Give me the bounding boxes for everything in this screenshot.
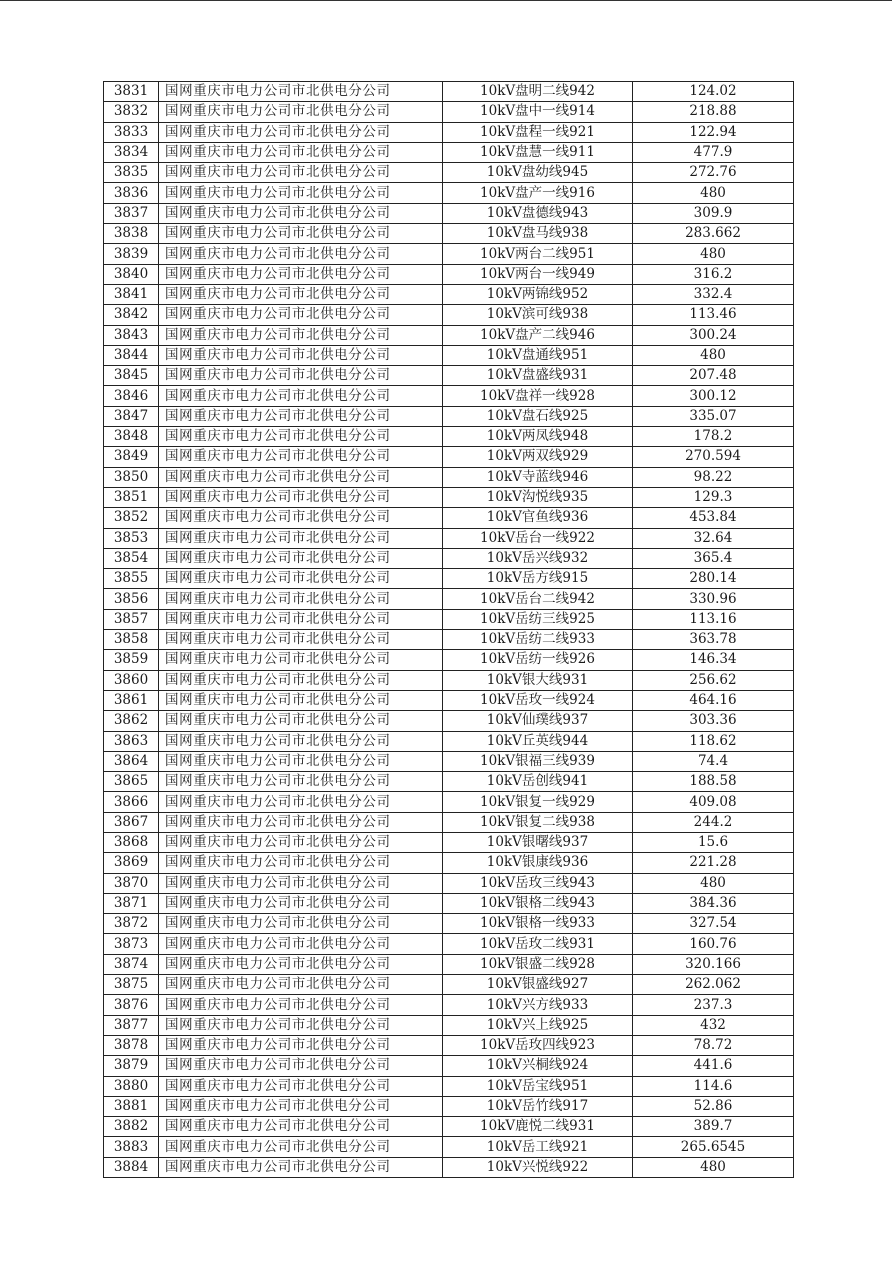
- row-number-cell: 3863: [104, 731, 159, 751]
- table-row: [104, 792, 794, 812]
- row-number-cell: 3869: [104, 853, 159, 873]
- value-cell: 283.662: [633, 224, 794, 244]
- company-cell: 国网重庆市电力公司市北供电分公司: [159, 284, 443, 304]
- line-name-cell: 10kV银复二线938: [443, 812, 633, 832]
- line-name-cell: 10kV银大线931: [443, 670, 633, 690]
- company-cell: 国网重庆市电力公司市北供电分公司: [159, 670, 443, 690]
- value-cell: 272.76: [633, 163, 794, 183]
- row-number-cell: 3874: [104, 954, 159, 974]
- company-cell: 国网重庆市电力公司市北供电分公司: [159, 772, 443, 792]
- row-number-cell: 3837: [104, 203, 159, 223]
- value-cell: 384.36: [633, 893, 794, 913]
- line-name-cell: 10kV滨可线938: [443, 305, 633, 325]
- row-number-cell: 3835: [104, 163, 159, 183]
- company-cell: 国网重庆市电力公司市北供电分公司: [159, 914, 443, 934]
- table-row: [104, 1096, 794, 1116]
- table-row: [104, 975, 794, 995]
- value-cell: 129.3: [633, 487, 794, 507]
- value-cell: 332.4: [633, 284, 794, 304]
- line-name-cell: 10kV官鱼线936: [443, 508, 633, 528]
- company-cell: 国网重庆市电力公司市北供电分公司: [159, 1117, 443, 1137]
- value-cell: 178.2: [633, 427, 794, 447]
- company-cell: 国网重庆市电力公司市北供电分公司: [159, 406, 443, 426]
- table-row: [104, 325, 794, 345]
- value-cell: 237.3: [633, 995, 794, 1015]
- row-number-cell: 3868: [104, 832, 159, 852]
- value-cell: 146.34: [633, 650, 794, 670]
- line-name-cell: 10kV银盛二线928: [443, 954, 633, 974]
- line-name-cell: 10kV岳玫一线924: [443, 690, 633, 710]
- company-cell: 国网重庆市电力公司市北供电分公司: [159, 183, 443, 203]
- value-cell: 98.22: [633, 467, 794, 487]
- row-number-cell: 3843: [104, 325, 159, 345]
- company-cell: 国网重庆市电力公司市北供电分公司: [159, 690, 443, 710]
- table-row: [104, 934, 794, 954]
- value-cell: 480: [633, 873, 794, 893]
- table-row: [104, 954, 794, 974]
- row-number-cell: 3855: [104, 569, 159, 589]
- table-row: [104, 630, 794, 650]
- table-row: [104, 366, 794, 386]
- table-row: [104, 609, 794, 629]
- line-name-cell: 10kV岳方线915: [443, 569, 633, 589]
- value-cell: 309.9: [633, 203, 794, 223]
- table-row: [104, 853, 794, 873]
- company-cell: 国网重庆市电力公司市北供电分公司: [159, 102, 443, 122]
- data-table: [103, 81, 794, 1178]
- line-name-cell: 10kV岳兴线932: [443, 548, 633, 568]
- row-number-cell: 3853: [104, 528, 159, 548]
- table-row: [104, 163, 794, 183]
- value-cell: 207.48: [633, 366, 794, 386]
- table-row: [104, 995, 794, 1015]
- company-cell: 国网重庆市电力公司市北供电分公司: [159, 873, 443, 893]
- row-number-cell: 3849: [104, 447, 159, 467]
- value-cell: 432: [633, 1015, 794, 1035]
- line-name-cell: 10kV银福三线939: [443, 751, 633, 771]
- table-row: [104, 650, 794, 670]
- row-number-cell: 3883: [104, 1137, 159, 1157]
- line-name-cell: 10kV岳竹线917: [443, 1096, 633, 1116]
- value-cell: 265.6545: [633, 1137, 794, 1157]
- company-cell: 国网重庆市电力公司市北供电分公司: [159, 345, 443, 365]
- table-row: [104, 832, 794, 852]
- company-cell: 国网重庆市电力公司市北供电分公司: [159, 995, 443, 1015]
- value-cell: 480: [633, 244, 794, 264]
- line-name-cell: 10kV盘产一线916: [443, 183, 633, 203]
- line-name-cell: 10kV岳创线941: [443, 772, 633, 792]
- row-number-cell: 3842: [104, 305, 159, 325]
- value-cell: 409.08: [633, 792, 794, 812]
- company-cell: 国网重庆市电力公司市北供电分公司: [159, 954, 443, 974]
- company-cell: 国网重庆市电力公司市北供电分公司: [159, 325, 443, 345]
- line-name-cell: 10kV岳玫三线943: [443, 873, 633, 893]
- value-cell: 464.16: [633, 690, 794, 710]
- company-cell: 国网重庆市电力公司市北供电分公司: [159, 1035, 443, 1055]
- value-cell: 114.6: [633, 1076, 794, 1096]
- value-cell: 244.2: [633, 812, 794, 832]
- table-row: [104, 284, 794, 304]
- table-row: [104, 386, 794, 406]
- row-number-cell: 3852: [104, 508, 159, 528]
- row-number-cell: 3870: [104, 873, 159, 893]
- line-name-cell: 10kV岳玫四线923: [443, 1035, 633, 1055]
- line-name-cell: 10kV两锦线952: [443, 284, 633, 304]
- line-name-cell: 10kV两台一线949: [443, 264, 633, 284]
- value-cell: 262.062: [633, 975, 794, 995]
- table-row: [104, 122, 794, 142]
- company-cell: 国网重庆市电力公司市北供电分公司: [159, 82, 443, 102]
- row-number-cell: 3854: [104, 548, 159, 568]
- value-cell: 389.7: [633, 1117, 794, 1137]
- table-row: [104, 102, 794, 122]
- row-number-cell: 3836: [104, 183, 159, 203]
- table-row: [104, 264, 794, 284]
- line-name-cell: 10kV盘通线951: [443, 345, 633, 365]
- line-name-cell: 10kV岳工线921: [443, 1137, 633, 1157]
- table-row: [104, 569, 794, 589]
- value-cell: 300.12: [633, 386, 794, 406]
- table-row: [104, 305, 794, 325]
- company-cell: 国网重庆市电力公司市北供电分公司: [159, 589, 443, 609]
- row-number-cell: 3878: [104, 1035, 159, 1055]
- company-cell: 国网重庆市电力公司市北供电分公司: [159, 609, 443, 629]
- line-name-cell: 10kV兴方线933: [443, 995, 633, 1015]
- value-cell: 480: [633, 183, 794, 203]
- value-cell: 330.96: [633, 589, 794, 609]
- row-number-cell: 3875: [104, 975, 159, 995]
- row-number-cell: 3860: [104, 670, 159, 690]
- company-cell: 国网重庆市电力公司市北供电分公司: [159, 467, 443, 487]
- line-name-cell: 10kV岳纺二线933: [443, 630, 633, 650]
- value-cell: 320.166: [633, 954, 794, 974]
- company-cell: 国网重庆市电力公司市北供电分公司: [159, 548, 443, 568]
- line-name-cell: 10kV两台二线951: [443, 244, 633, 264]
- company-cell: 国网重庆市电力公司市北供电分公司: [159, 224, 443, 244]
- company-cell: 国网重庆市电力公司市北供电分公司: [159, 264, 443, 284]
- table-row: [104, 1056, 794, 1076]
- value-cell: 218.88: [633, 102, 794, 122]
- company-cell: 国网重庆市电力公司市北供电分公司: [159, 1157, 443, 1177]
- company-cell: 国网重庆市电力公司市北供电分公司: [159, 447, 443, 467]
- row-number-cell: 3832: [104, 102, 159, 122]
- value-cell: 280.14: [633, 569, 794, 589]
- company-cell: 国网重庆市电力公司市北供电分公司: [159, 427, 443, 447]
- row-number-cell: 3881: [104, 1096, 159, 1116]
- row-number-cell: 3861: [104, 690, 159, 710]
- table-row: [104, 244, 794, 264]
- row-number-cell: 3859: [104, 650, 159, 670]
- row-number-cell: 3879: [104, 1056, 159, 1076]
- table-row: [104, 873, 794, 893]
- row-number-cell: 3833: [104, 122, 159, 142]
- company-cell: 国网重庆市电力公司市北供电分公司: [159, 650, 443, 670]
- row-number-cell: 3872: [104, 914, 159, 934]
- table-row: [104, 1076, 794, 1096]
- table-row: [104, 690, 794, 710]
- line-name-cell: 10kV岳玫二线931: [443, 934, 633, 954]
- company-cell: 国网重庆市电力公司市北供电分公司: [159, 1137, 443, 1157]
- company-cell: 国网重庆市电力公司市北供电分公司: [159, 203, 443, 223]
- line-name-cell: 10kV银康线936: [443, 853, 633, 873]
- company-cell: 国网重庆市电力公司市北供电分公司: [159, 508, 443, 528]
- value-cell: 78.72: [633, 1035, 794, 1055]
- value-cell: 221.28: [633, 853, 794, 873]
- company-cell: 国网重庆市电力公司市北供电分公司: [159, 832, 443, 852]
- value-cell: 303.36: [633, 711, 794, 731]
- row-number-cell: 3867: [104, 812, 159, 832]
- value-cell: 316.2: [633, 264, 794, 284]
- row-number-cell: 3838: [104, 224, 159, 244]
- row-number-cell: 3864: [104, 751, 159, 771]
- row-number-cell: 3880: [104, 1076, 159, 1096]
- table-row: [104, 82, 794, 102]
- value-cell: 300.24: [633, 325, 794, 345]
- line-name-cell: 10kV盘德线943: [443, 203, 633, 223]
- line-name-cell: 10kV鹿悦二线931: [443, 1117, 633, 1137]
- line-name-cell: 10kV盘祥一线928: [443, 386, 633, 406]
- table-row: [104, 751, 794, 771]
- company-cell: 国网重庆市电力公司市北供电分公司: [159, 142, 443, 162]
- table-row: [104, 772, 794, 792]
- company-cell: 国网重庆市电力公司市北供电分公司: [159, 1015, 443, 1035]
- table-row: [104, 142, 794, 162]
- value-cell: 256.62: [633, 670, 794, 690]
- value-cell: 122.94: [633, 122, 794, 142]
- company-cell: 国网重庆市电力公司市北供电分公司: [159, 934, 443, 954]
- line-name-cell: 10kV盘中一线914: [443, 102, 633, 122]
- value-cell: 188.58: [633, 772, 794, 792]
- value-cell: 124.02: [633, 82, 794, 102]
- company-cell: 国网重庆市电力公司市北供电分公司: [159, 487, 443, 507]
- value-cell: 52.86: [633, 1096, 794, 1116]
- line-name-cell: 10kV银复一线929: [443, 792, 633, 812]
- line-name-cell: 10kV银盛线927: [443, 975, 633, 995]
- line-name-cell: 10kV盘幼线945: [443, 163, 633, 183]
- table-row: [104, 1137, 794, 1157]
- line-name-cell: 10kV盘明二线942: [443, 82, 633, 102]
- company-cell: 国网重庆市电力公司市北供电分公司: [159, 975, 443, 995]
- company-cell: 国网重庆市电力公司市北供电分公司: [159, 528, 443, 548]
- table-row: [104, 508, 794, 528]
- line-name-cell: 10kV岳台二线942: [443, 589, 633, 609]
- line-name-cell: 10kV兴悦线922: [443, 1157, 633, 1177]
- row-number-cell: 3850: [104, 467, 159, 487]
- row-number-cell: 3831: [104, 82, 159, 102]
- company-cell: 国网重庆市电力公司市北供电分公司: [159, 569, 443, 589]
- value-cell: 480: [633, 345, 794, 365]
- line-name-cell: 10kV岳宝线951: [443, 1076, 633, 1096]
- row-number-cell: 3851: [104, 487, 159, 507]
- line-name-cell: 10kV两凤线948: [443, 427, 633, 447]
- table-row: [104, 589, 794, 609]
- value-cell: 480: [633, 1157, 794, 1177]
- value-cell: 335.07: [633, 406, 794, 426]
- value-cell: 270.594: [633, 447, 794, 467]
- row-number-cell: 3846: [104, 386, 159, 406]
- table-row: [104, 812, 794, 832]
- line-name-cell: 10kV岳台一线922: [443, 528, 633, 548]
- row-number-cell: 3862: [104, 711, 159, 731]
- company-cell: 国网重庆市电力公司市北供电分公司: [159, 305, 443, 325]
- table-row: [104, 427, 794, 447]
- company-cell: 国网重庆市电力公司市北供电分公司: [159, 1056, 443, 1076]
- line-name-cell: 10kV两双线929: [443, 447, 633, 467]
- company-cell: 国网重庆市电力公司市北供电分公司: [159, 853, 443, 873]
- value-cell: 365.4: [633, 548, 794, 568]
- value-cell: 441.6: [633, 1056, 794, 1076]
- line-name-cell: 10kV寺蓝线946: [443, 467, 633, 487]
- line-name-cell: 10kV沟悦线935: [443, 487, 633, 507]
- company-cell: 国网重庆市电力公司市北供电分公司: [159, 122, 443, 142]
- company-cell: 国网重庆市电力公司市北供电分公司: [159, 711, 443, 731]
- table-body: [104, 82, 794, 1178]
- table-row: [104, 1035, 794, 1055]
- line-name-cell: 10kV盘盛线931: [443, 366, 633, 386]
- line-name-cell: 10kV兴上线925: [443, 1015, 633, 1035]
- table-row: [104, 731, 794, 751]
- value-cell: 118.62: [633, 731, 794, 751]
- table-row: [104, 183, 794, 203]
- company-cell: 国网重庆市电力公司市北供电分公司: [159, 366, 443, 386]
- line-name-cell: 10kV银格二线943: [443, 893, 633, 913]
- company-cell: 国网重庆市电力公司市北供电分公司: [159, 1076, 443, 1096]
- row-number-cell: 3848: [104, 427, 159, 447]
- line-name-cell: 10kV兴桐线924: [443, 1056, 633, 1076]
- row-number-cell: 3858: [104, 630, 159, 650]
- table-row: [104, 711, 794, 731]
- line-name-cell: 10kV丘英线944: [443, 731, 633, 751]
- line-name-cell: 10kV盘慧一线911: [443, 142, 633, 162]
- company-cell: 国网重庆市电力公司市北供电分公司: [159, 731, 443, 751]
- table-row: [104, 487, 794, 507]
- table-row: [104, 548, 794, 568]
- value-cell: 32.64: [633, 528, 794, 548]
- row-number-cell: 3882: [104, 1117, 159, 1137]
- value-cell: 363.78: [633, 630, 794, 650]
- row-number-cell: 3877: [104, 1015, 159, 1035]
- row-number-cell: 3845: [104, 366, 159, 386]
- line-name-cell: 10kV仙璞线937: [443, 711, 633, 731]
- row-number-cell: 3871: [104, 893, 159, 913]
- value-cell: 113.46: [633, 305, 794, 325]
- value-cell: 160.76: [633, 934, 794, 954]
- row-number-cell: 3884: [104, 1157, 159, 1177]
- row-number-cell: 3840: [104, 264, 159, 284]
- row-number-cell: 3865: [104, 772, 159, 792]
- value-cell: 327.54: [633, 914, 794, 934]
- line-name-cell: 10kV盘马线938: [443, 224, 633, 244]
- company-cell: 国网重庆市电力公司市北供电分公司: [159, 386, 443, 406]
- row-number-cell: 3866: [104, 792, 159, 812]
- row-number-cell: 3834: [104, 142, 159, 162]
- table-row: [104, 528, 794, 548]
- row-number-cell: 3873: [104, 934, 159, 954]
- table-row: [104, 345, 794, 365]
- table-row: [104, 447, 794, 467]
- table-row: [104, 914, 794, 934]
- company-cell: 国网重庆市电力公司市北供电分公司: [159, 630, 443, 650]
- row-number-cell: 3847: [104, 406, 159, 426]
- row-number-cell: 3876: [104, 995, 159, 1015]
- page-top-rule: [0, 0, 892, 1]
- company-cell: 国网重庆市电力公司市北供电分公司: [159, 792, 443, 812]
- row-number-cell: 3856: [104, 589, 159, 609]
- line-name-cell: 10kV银格一线933: [443, 914, 633, 934]
- company-cell: 国网重庆市电力公司市北供电分公司: [159, 893, 443, 913]
- data-table-container: [103, 81, 794, 1178]
- value-cell: 453.84: [633, 508, 794, 528]
- row-number-cell: 3857: [104, 609, 159, 629]
- value-cell: 477.9: [633, 142, 794, 162]
- table-row: [104, 406, 794, 426]
- company-cell: 国网重庆市电力公司市北供电分公司: [159, 1096, 443, 1116]
- table-row: [104, 203, 794, 223]
- table-row: [104, 1117, 794, 1137]
- table-row: [104, 1015, 794, 1035]
- line-name-cell: 10kV盘程一线921: [443, 122, 633, 142]
- company-cell: 国网重庆市电力公司市北供电分公司: [159, 812, 443, 832]
- value-cell: 113.16: [633, 609, 794, 629]
- table-row: [104, 224, 794, 244]
- line-name-cell: 10kV岳纺三线925: [443, 609, 633, 629]
- table-row: [104, 893, 794, 913]
- table-row: [104, 1157, 794, 1177]
- company-cell: 国网重庆市电力公司市北供电分公司: [159, 751, 443, 771]
- value-cell: 15.6: [633, 832, 794, 852]
- table-row: [104, 670, 794, 690]
- line-name-cell: 10kV岳纺一线926: [443, 650, 633, 670]
- company-cell: 国网重庆市电力公司市北供电分公司: [159, 163, 443, 183]
- line-name-cell: 10kV盘产二线946: [443, 325, 633, 345]
- company-cell: 国网重庆市电力公司市北供电分公司: [159, 244, 443, 264]
- line-name-cell: 10kV盘石线925: [443, 406, 633, 426]
- value-cell: 74.4: [633, 751, 794, 771]
- line-name-cell: 10kV银曙线937: [443, 832, 633, 852]
- table-row: [104, 467, 794, 487]
- row-number-cell: 3844: [104, 345, 159, 365]
- row-number-cell: 3839: [104, 244, 159, 264]
- row-number-cell: 3841: [104, 284, 159, 304]
